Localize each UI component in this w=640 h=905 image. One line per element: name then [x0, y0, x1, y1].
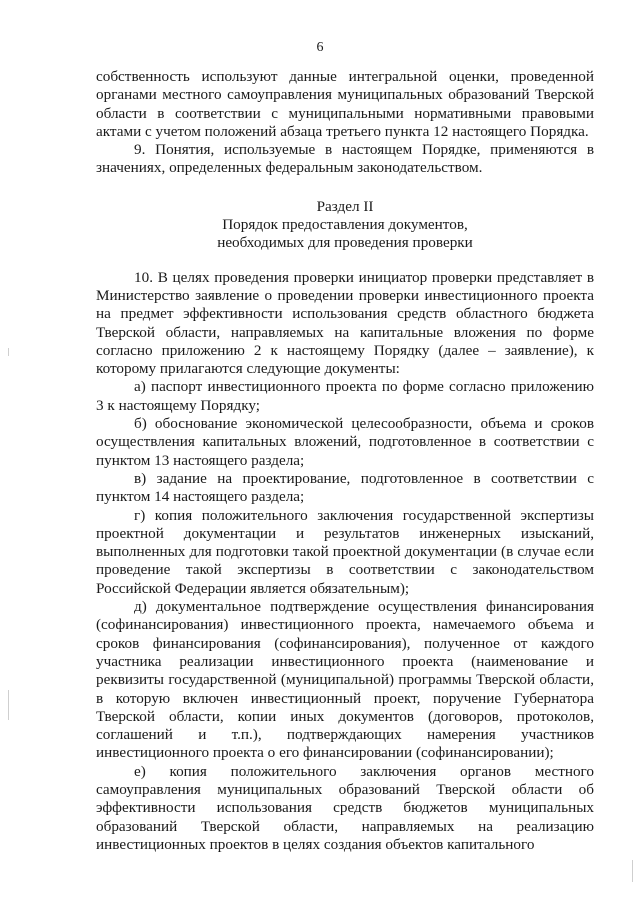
list-item-a: а) паспорт инвестиционного проекта по форме согласно приложению 3 к настоящему Порядку;	[96, 378, 594, 414]
paragraph-item-9: 9. Понятия, используемые в настоящем Порядке, применяются в значениях, определенных федеральным законодательством.	[96, 141, 594, 177]
scan-artifact	[8, 690, 9, 720]
scan-artifact	[8, 348, 9, 356]
list-item-e: е) копия положительного заключения органов местного самоуправления муниципальных образований Тверской области об эффективности использования средств бюджетов муниципальных образований Тверской области, направляемых на реализацию инвестиционных проектов в целях создания объектов капитального	[96, 762, 594, 853]
list-item-b: б) обоснование экономической целесообразности, объема и сроков осуществления капитальных вложений, подготовленное в соответствии с пунктом 13 настоящего раздела;	[96, 415, 594, 469]
section-heading	[96, 198, 594, 253]
section-subtitle-line-2: необходимых для проведения проверки	[217, 234, 473, 252]
paragraph-item-10: 10. В целях проведения проверки инициатор проверки представляет в Министерство заявление о проведении проверки инвестиционного проекта на предмет эффективности использования средств областного бюджета Тверской области, направляемых на капитальные вложения по форме согласно приложению 2 к настоящему Порядку (далее – заявление), к которому прилагаются следующие документы:	[96, 268, 594, 378]
list-item-d: д) документальное подтверждение осуществления финансирования (софинансирования) инвестиционного проекта, намечаемого объема и сроков финансирования (софинансирования), полученное от каждого участника реализации инвестиционного проекта (наименование и реквизиты государственной (муниципальной) программы Тверской области, в которую включен инвестиционный проект, поручение Губернатора Тверской области, копии иных документов (договоров, протоколов, соглашений и т.п.), подтверждающих намерения участников инвестиционного проекта о его финансировании (софинансировании);	[96, 598, 594, 762]
list-item-v: в) задание на проектирование, подготовленное в соответствии с пунктом 14 настоящего раздела;	[96, 469, 594, 506]
paragraph-continuation: собственность используют данные интегральной оценки, проведенной органами местного самоуправления муниципальных образований Тверской области в соответствии с муниципальными нормативными правовыми актами с учетом положений абзаца третьего пункта 12 настоящего Порядка.	[96, 68, 594, 140]
page-number: 6	[316, 40, 324, 55]
section-title: Раздел II	[316, 197, 374, 215]
scan-artifact	[632, 860, 633, 882]
document-body	[96, 68, 594, 854]
section-subtitle-line-1: Порядок предоставления документов,	[222, 216, 468, 234]
list-item-g: г) копия положительного заключения государственной экспертизы проектной документации и результатов инженерных изысканий, выполненных для подготовки такой проектной документации (в случае если проведение такой экспертизы в соответствии с законодательством Российской Федерации является обязательным);	[96, 506, 594, 597]
